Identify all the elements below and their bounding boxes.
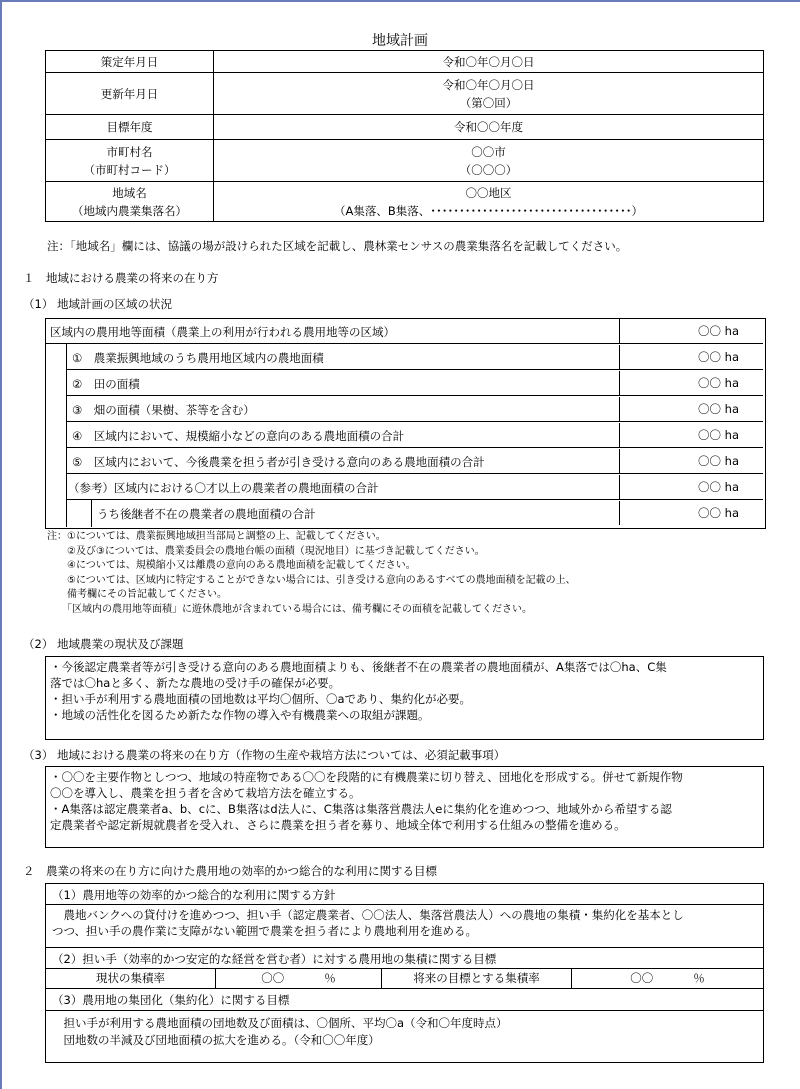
current-rate-unit: ％	[324, 971, 336, 985]
section-1-heading: １ 地域における農業の将来の在り方	[23, 271, 219, 285]
note-line: 注：①については、農業振興地域担当部局と調整の上、記載してください。	[47, 531, 386, 542]
area-row-label: うち後継者不在の農業者の農地面積の合計	[97, 507, 316, 521]
header-value-area	[214, 182, 764, 222]
issue-line: 落では〇haと多く、新たな農地の受け手の確保が必要。	[50, 676, 341, 690]
area-row-4	[66, 423, 763, 448]
municipality-label: 市町村名	[106, 144, 153, 159]
divider	[46, 904, 763, 905]
area-row-value: 〇〇 ha	[619, 501, 763, 525]
header-value-established: 令和〇年〇月〇日	[214, 51, 764, 73]
note-line: ④については、規模縮小又は離農の意向のある農地面積を記載してください。	[47, 560, 416, 571]
future-rate-number: 〇〇	[630, 971, 654, 985]
current-rate-value	[216, 969, 382, 988]
section-2-heading: ２ 農業の将来の在り方に向けた農用地の効率的かつ総合的な利用に関する目標	[23, 864, 437, 878]
clustering-text-line: 団地数の半減及び団地面積の拡大を進める。（令和〇〇年度）	[52, 1033, 380, 1047]
area-row-value: 〇〇 ha	[619, 345, 763, 369]
area-row-value: 〇〇 ha	[619, 449, 763, 473]
area-row-total	[46, 319, 763, 344]
header-label-established: 策定年月日	[46, 51, 214, 73]
current-rate-label: 現状の集積率	[46, 969, 216, 988]
area-row-value: 〇〇 ha	[619, 319, 763, 343]
area-notes	[47, 530, 576, 617]
area-row-no-successor	[91, 501, 763, 526]
window-left-border	[0, 0, 2, 1089]
area-row-label: ② 田の面積	[72, 377, 140, 391]
area-status-table	[45, 318, 766, 529]
rate-row	[46, 969, 763, 988]
header-value-target-year: 令和〇〇年度	[214, 115, 764, 140]
header-value-updated	[214, 73, 764, 115]
area-name-note: 注：「地域名」欄には、協議の場が設けられた区域を記載し、農林業センサスの農業集落名を記載してください。	[47, 239, 628, 253]
subsection-3-heading: （3） 地域における農業の将来の在り方（作物の生産や栽培方法については、必須記載事項）	[23, 748, 506, 762]
subsection-1-heading: （1） 地域計画の区域の状況	[23, 297, 172, 311]
area-label: 地域名	[112, 185, 147, 200]
current-rate-number: 〇〇	[261, 971, 285, 985]
area-row-3	[66, 397, 763, 422]
note-line: ⑤については、区域内に特定することができない場合には、引き受ける意向のあるすべての農地面積を記載の上、	[47, 574, 576, 586]
policy-text-line: つつ、担い手の農作業に支障がない範囲で農業を担う者により農地利用を進める。	[52, 924, 478, 938]
area-row-label: ⑤ 区域内において、今後農業を担う者が引き受ける意向のある農地面積の合計	[72, 455, 485, 469]
area-row-2	[66, 371, 763, 396]
area-row-reference	[66, 475, 763, 500]
municipality-value: 〇〇市	[471, 144, 506, 159]
area-settlement-value: （A集落、B集落、･･･････････････････････････････････）	[333, 203, 643, 218]
indent-line	[66, 344, 67, 527]
note-line: 備考欄にその旨記載してください。	[47, 589, 227, 600]
area-row-value: 〇〇 ha	[619, 397, 763, 421]
consolidation-heading: （2）担い手（効率的かつ安定的な経営を営む者）に対する農用地の集積に関する目標	[52, 952, 497, 966]
issue-line: ・地域の活性化を図るため新たな作物の導入や有機農業への取組が課題。	[50, 708, 430, 722]
area-row-value: 〇〇 ha	[619, 475, 763, 499]
area-row-5	[66, 449, 763, 474]
municipality-code-value: （〇〇〇）	[459, 162, 518, 177]
header-label-target-year: 目標年度	[46, 115, 214, 140]
area-settlement-label: （地域内農業集落名）	[72, 203, 187, 218]
area-row-label: （参考）区域内における〇才以上の農業者の農地面積の合計	[68, 481, 379, 495]
subsection-2-heading: （2） 地域農業の現状及び課題	[23, 637, 184, 651]
future-rate-label: 将来の目標とする集積率	[382, 969, 572, 988]
clustering-text-line: 担い手が利用する農地面積の団地数及び面積は、〇個所、平均〇a（令和〇年度時点）	[52, 1016, 508, 1030]
divider	[46, 947, 763, 948]
area-row-value: 〇〇 ha	[619, 371, 763, 395]
vision-line: ・A集落は認定農業者a、b、cに、B集落はd法人に、C集落は集落営農法人eに集約化を進めつつ、地域外から希望する認	[50, 802, 672, 816]
policy-heading: （1）農用地等の効率的かつ総合的な利用に関する方針	[52, 888, 336, 902]
area-row-value: 〇〇 ha	[619, 423, 763, 447]
municipality-code-label: （市町村コード）	[83, 162, 176, 177]
issue-line: ・担い手が利用する農地面積の団地数は平均〇個所、〇aであり、集約化が必要。	[50, 692, 472, 706]
future-rate-value	[572, 969, 763, 988]
divider	[46, 988, 763, 989]
header-label-area	[46, 182, 214, 222]
header-table	[45, 50, 764, 222]
area-row-label: ③ 畑の面積（果樹、茶等を含む）	[72, 403, 255, 417]
issue-line: ・今後認定農業者等が引き受ける意向のある農地面積よりも、後継者不在の農業者の農地面積が、A集落では〇ha、C集	[50, 660, 667, 674]
vision-line: ・〇〇を主要作物としつつ、地域の特産物である〇〇を段階的に有機農業に切り替え、団地化を形成する。併せて新規作物	[50, 770, 683, 784]
window-top-border	[0, 0, 800, 2]
current-issues-box	[45, 656, 764, 740]
updated-date: 令和〇年〇月〇日	[442, 77, 535, 92]
page-title: 地域計画	[372, 33, 428, 49]
updated-count: （第〇回）	[459, 95, 518, 110]
note-line: ②及び③については、農業委員会の農地台帳の面積（現況地目）に基づき記載してください。	[47, 545, 485, 557]
header-value-municipality	[214, 140, 764, 182]
area-row-label: ④ 区域内において、規模縮小などの意向のある農地面積の合計	[72, 429, 405, 443]
land-use-goals-box	[45, 883, 764, 1063]
header-label-municipality	[46, 140, 214, 182]
area-row-label: ① 農業振興地域のうち農用地区域内の農地面積	[72, 351, 324, 365]
future-vision-box	[45, 766, 764, 848]
future-rate-unit: ％	[693, 971, 705, 985]
clustering-heading: （3）農用地の集団化（集約化）に関する目標	[52, 993, 290, 1007]
area-row-label: 区域内の農用地等面積（農業上の利用が行われる農用地等の区域）	[50, 325, 395, 339]
indent-line	[91, 500, 92, 527]
vision-line: 定農業者や認定新規就農者を受入れ、さらに農業を担う者を募り、地域全体で利用する仕組みの整備を進める。	[50, 818, 626, 832]
note-line: 「区域内の農用地等面積」に遊休農地が含まれている場合には、備考欄にその面積を記載してください。	[47, 603, 532, 615]
header-label-updated: 更新年月日	[46, 73, 214, 115]
divider	[46, 1010, 763, 1011]
area-row-1	[66, 345, 763, 370]
area-value: 〇〇地区	[465, 185, 512, 200]
vision-line: 〇〇を導入し、農業を担う者を含めて栽培方法を確立する。	[50, 786, 361, 800]
policy-text-line: 農地バンクへの貸付けを進めつつ、担い手（認定農業者、〇〇法人、集落営農法人）への農地の集積・集約化を基本とし	[52, 908, 684, 922]
